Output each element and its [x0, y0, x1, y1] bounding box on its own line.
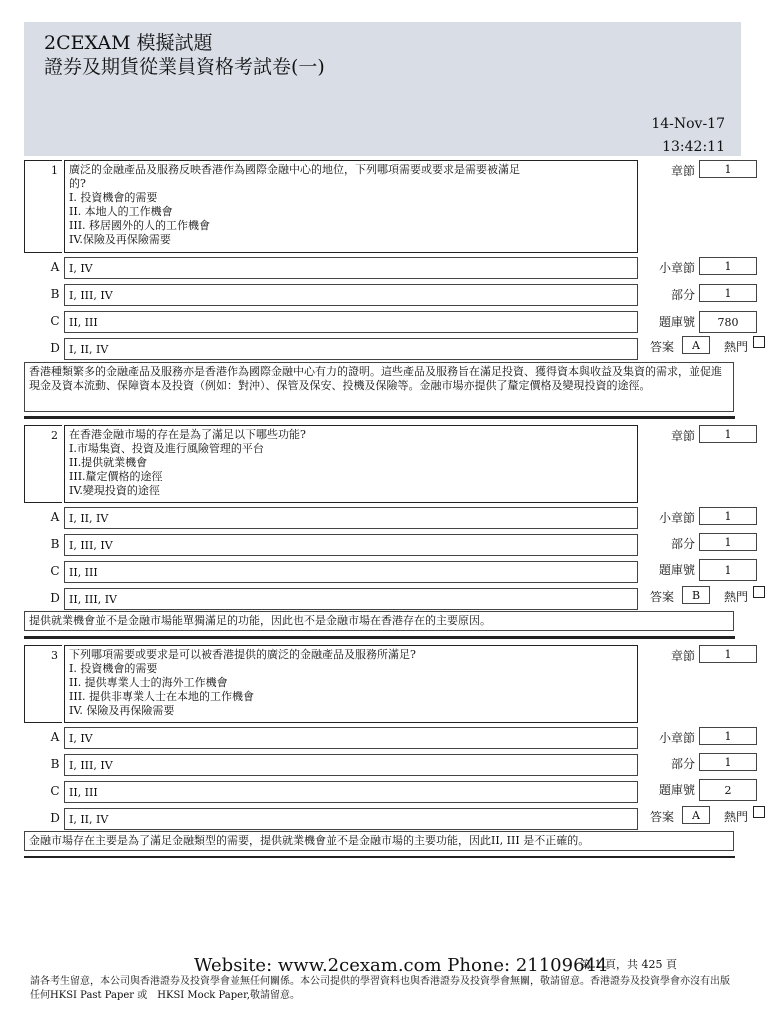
option-a[interactable]: [24, 507, 638, 529]
part-field: [644, 753, 759, 773]
answer-value: A: [682, 336, 710, 354]
question-line: 下列哪項需要或要求是可以被香港提供的廣泛的金融產品及服務所滿足?: [69, 648, 416, 661]
question-line: 在香港金融市場的存在是為了滿足以下哪些功能?: [69, 428, 306, 441]
part-value: 1: [699, 284, 757, 302]
subchapter-field: [644, 727, 759, 747]
question-line: 的?: [69, 177, 86, 190]
exam-brand-title: 2CEXAM 模擬試題: [44, 32, 213, 54]
option-letter: B: [50, 537, 60, 551]
option-text: I, III, IV: [64, 534, 638, 556]
bank-no-label: 題庫號: [658, 315, 695, 329]
option-letter: D: [50, 591, 60, 605]
subchapter-field: [644, 257, 759, 277]
subchapter-label: 小章節: [658, 261, 695, 275]
bank-no-label: 題庫號: [658, 783, 695, 797]
bank-no-field: [644, 311, 759, 331]
option-c[interactable]: [24, 781, 638, 803]
bank-no-value: 780: [699, 311, 757, 333]
question-number: 1: [24, 160, 62, 253]
option-letter: B: [50, 287, 60, 301]
option-b[interactable]: [24, 284, 638, 306]
option-text: I, II, IV: [64, 808, 638, 830]
option-text: I, IV: [64, 727, 638, 749]
answer-field: [644, 806, 759, 826]
bank-no-label: 題庫號: [658, 563, 695, 577]
subchapter-value: 1: [699, 507, 757, 525]
option-c[interactable]: [24, 561, 638, 583]
option-letter: A: [50, 510, 60, 524]
option-b[interactable]: [24, 534, 638, 556]
option-b[interactable]: [24, 754, 638, 776]
chapter-value: 1: [699, 645, 757, 663]
answer-field: [644, 586, 759, 606]
question-line: III. 移居國外的人的工作機會: [69, 219, 211, 232]
option-d[interactable]: [24, 808, 638, 830]
print-date: 14-Nov-17: [651, 116, 725, 132]
question-line: II. 提供專業人士的海外工作機會: [69, 676, 228, 689]
option-letter: D: [50, 811, 60, 825]
option-text: II, III: [64, 311, 638, 333]
chapter-field: [644, 160, 759, 180]
hot-checkbox[interactable]: [753, 336, 765, 348]
question-text: [64, 160, 638, 253]
option-text: II, III, IV: [64, 588, 638, 610]
part-value: 1: [699, 533, 757, 551]
option-text: I, III, IV: [64, 754, 638, 776]
subchapter-value: 1: [699, 727, 757, 745]
option-text: II, III: [64, 781, 638, 803]
chapter-value: 1: [699, 160, 757, 178]
answer-label: 答案: [650, 810, 675, 824]
exam-paper-title: 證券及期貨從業員資格考試卷(一): [44, 56, 325, 78]
answer-label: 答案: [650, 340, 675, 354]
answer-value: A: [682, 806, 710, 824]
bank-no-value: 2: [699, 779, 757, 801]
question-line: I.市場集資、投資及進行風險管理的平台: [69, 442, 264, 455]
subchapter-label: 小章節: [658, 731, 695, 745]
bank-no-field: [644, 559, 759, 579]
page-number: 第 1 頁，共 425 頁: [580, 958, 677, 971]
option-letter: A: [50, 730, 60, 744]
hot-label: 熱門: [724, 810, 749, 824]
option-c[interactable]: [24, 311, 638, 333]
bank-no-field: [644, 779, 759, 799]
option-text: I, II, IV: [64, 338, 638, 360]
option-letter: B: [50, 757, 60, 771]
part-field: [644, 284, 759, 304]
explanation: 提供就業機會並不是金融市場能單獨滿足的功能，因此也不是金融市場在香港存在的主要原因。: [24, 611, 734, 631]
option-letter: C: [50, 314, 60, 328]
answer-value: B: [682, 586, 710, 604]
question-divider: [24, 856, 735, 858]
question-number: 3: [24, 645, 62, 723]
explanation: 香港種類繁多的金融產品及服務亦是香港作為國際金融中心有力的證明。這些產品及服務旨在滿足投資、獲得資本與收益及集資的需求，並促進現金及資本流動、保障資本及投資（例如：對沖）、保管及保安、投機及保險等。金融市場亦提供了釐定價格及變現投資的途徑。: [24, 362, 734, 412]
hot-label: 熱門: [724, 590, 749, 604]
option-text: I, II, IV: [64, 507, 638, 529]
chapter-field: [644, 645, 759, 665]
answer-field: [644, 336, 759, 356]
page-header: [24, 22, 741, 156]
print-time: 13:42:11: [662, 139, 725, 155]
option-text: II, III: [64, 561, 638, 583]
option-a[interactable]: [24, 727, 638, 749]
option-text: I, III, IV: [64, 284, 638, 306]
question-line: III. 提供非專業人士在本地的工作機會: [69, 690, 255, 703]
question-divider: [24, 416, 735, 419]
footer-website: Website: www.2cexam.com Phone: 21109644: [194, 955, 608, 976]
option-letter: A: [50, 260, 60, 274]
subchapter-field: [644, 507, 759, 527]
question-line: I. 投資機會的需要: [69, 662, 158, 675]
part-value: 1: [699, 753, 757, 771]
part-field: [644, 533, 759, 553]
question-line: III.釐定價格的途徑: [69, 470, 163, 483]
question-line: 廣泛的金融產品及服務反映香港作為國際金融中心的地位，下列哪項需要或要求是需要被滿足: [69, 163, 520, 176]
option-d[interactable]: [24, 588, 638, 610]
chapter-value: 1: [699, 425, 757, 443]
question-line: IV.保險及再保險需要: [69, 233, 171, 246]
disclaimer-notice: 請各考生留意，本公司與香港證券及投資學會並無任何關係。本公司提供的學習資料也與香港證券及投資學會無關，敬請留意。香港證券及投資學會亦沒有出版任何HKSI Past Paper 或 HKSI Mock Paper,敬請留意。: [30, 976, 730, 1001]
subchapter-label: 小章節: [658, 511, 695, 525]
question-line: IV. 保險及再保險需要: [69, 704, 175, 717]
question-text: [64, 645, 638, 723]
option-letter: D: [50, 341, 60, 355]
question-text: [64, 425, 638, 503]
option-d[interactable]: [24, 338, 638, 360]
option-text: I, IV: [64, 257, 638, 279]
question-number: 2: [24, 425, 62, 503]
option-letter: C: [50, 784, 60, 798]
question-line: IV.變現投資的途徑: [69, 484, 160, 497]
part-label: 部分: [670, 288, 695, 302]
hot-checkbox[interactable]: [753, 586, 765, 598]
chapter-label: 章節: [670, 649, 695, 663]
hot-checkbox[interactable]: [753, 806, 765, 818]
part-label: 部分: [670, 757, 695, 771]
hot-label: 熱門: [724, 340, 749, 354]
option-letter: C: [50, 564, 60, 578]
chapter-label: 章節: [670, 164, 695, 178]
explanation: 金融市場存在主要是為了滿足金融類型的需要，提供就業機會並不是金融市場的主要功能，因此II, III 是不正確的。: [24, 831, 734, 851]
question-line: I. 投資機會的需要: [69, 191, 158, 204]
question-divider: [24, 636, 735, 639]
chapter-field: [644, 425, 759, 445]
question-line: II. 本地人的工作機會: [69, 205, 173, 218]
chapter-label: 章節: [670, 429, 695, 443]
bank-no-value: 1: [699, 559, 757, 581]
subchapter-value: 1: [699, 257, 757, 275]
answer-label: 答案: [650, 590, 675, 604]
option-a[interactable]: [24, 257, 638, 279]
question-line: II.提供就業機會: [69, 456, 148, 469]
part-label: 部分: [670, 537, 695, 551]
